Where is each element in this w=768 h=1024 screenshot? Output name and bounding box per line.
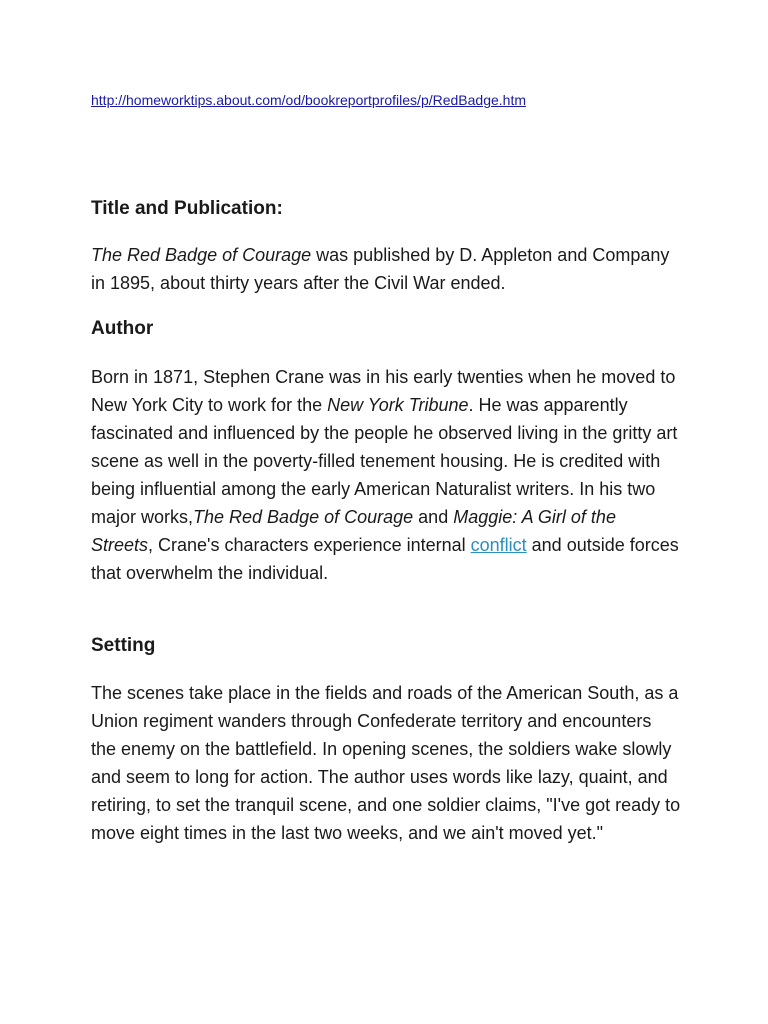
author-text-3: and	[413, 507, 454, 527]
author-text-5: and outside forces that overwhelm the individual.	[91, 535, 679, 583]
author-paragraph	[91, 363, 681, 587]
source-url-link[interactable]: http://homeworktips.about.com/od/bookreportprofiles/p/RedBadge.htm	[91, 92, 527, 108]
newspaper-title-italic: New York Tribune	[327, 395, 469, 415]
setting-heading: Setting	[91, 635, 156, 656]
book-title-italic-2: The Red Badge of Courage	[193, 507, 414, 527]
author-heading: Author	[91, 318, 154, 339]
author-text-1: Born in 1871, Stephen Crane was in his early twenties when he moved to New York City to work for the	[91, 367, 676, 415]
author-text-2: . He was apparently fascinated and influenced by the people he observed living in the gritty art scene as well in the poverty-filled tenement housing. He is credited with being influential among the early American Naturalist writers. In his two major works,	[91, 395, 678, 527]
title-publication-heading: Title and Publication:	[91, 198, 283, 219]
maggie-title-italic: Maggie: A Girl of the Streets	[91, 507, 616, 555]
conflict-link[interactable]: conflict	[470, 535, 527, 555]
publication-text: was published by D. Appleton and Company in 1895, about thirty years after the Civil War ended.	[91, 245, 670, 293]
book-title-italic: The Red Badge of Courage	[91, 245, 312, 265]
author-text-4: , Crane's characters experience internal	[148, 535, 471, 555]
setting-paragraph: The scenes take place in the fields and roads of the American South, as a Union regiment wanders through Confederate territory and encounters the enemy on the battlefield. In opening scenes, the soldiers wake slowly and seem to long for action. The author uses words like lazy, quaint, and retiring, to set the tranquil scene, and one soldier claims, "I've got ready to move eight times in the last two weeks, and we ain't moved yet."	[91, 683, 681, 843]
title-publication-paragraph	[91, 241, 681, 297]
